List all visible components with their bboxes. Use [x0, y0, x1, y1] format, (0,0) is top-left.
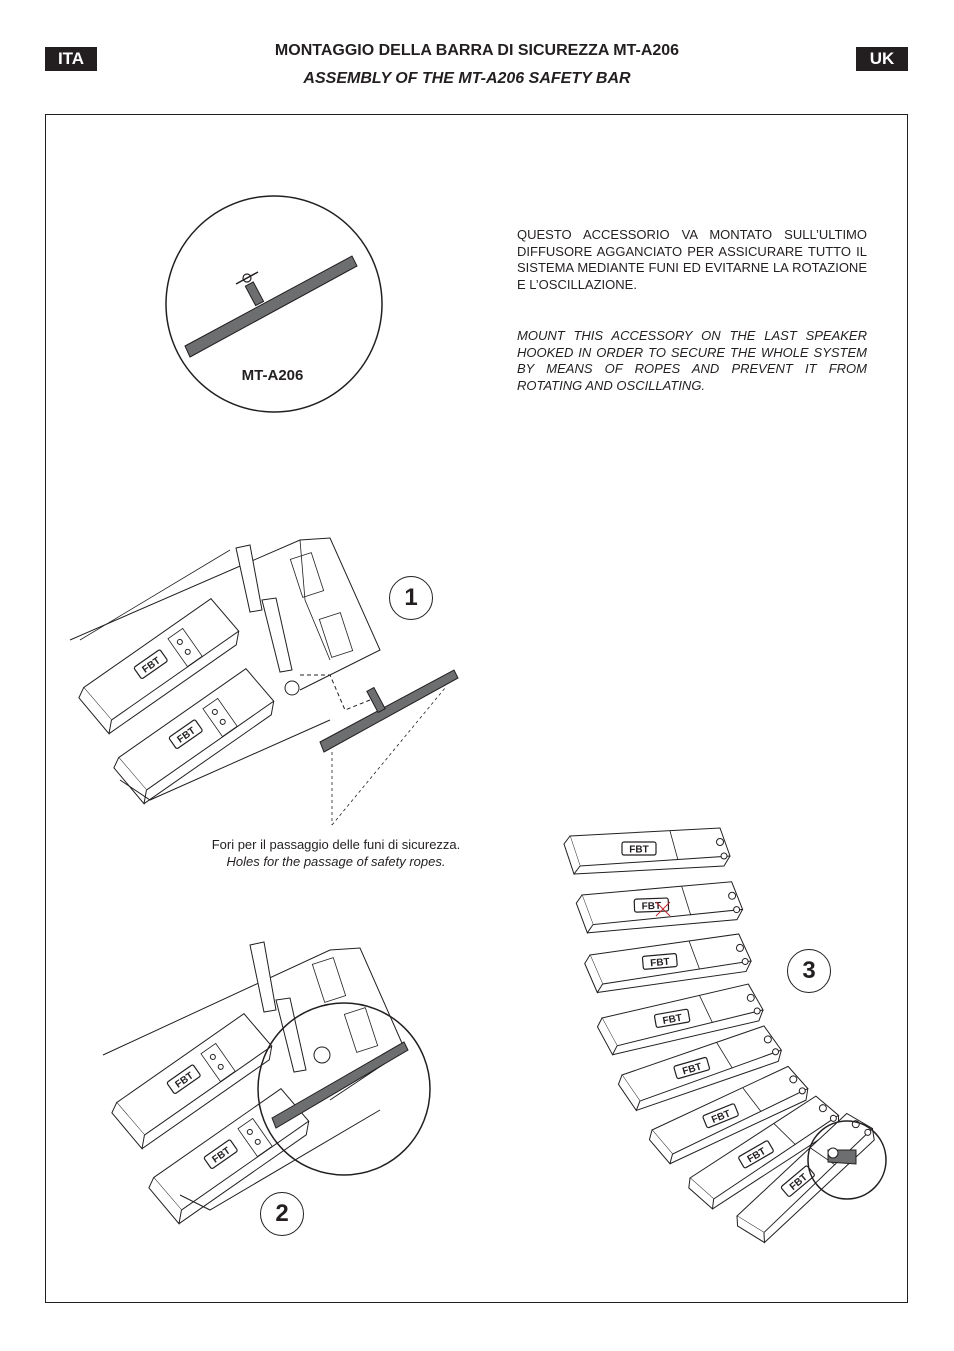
- step-number-1: 1: [389, 576, 433, 620]
- step-number-2: 2: [260, 1192, 304, 1236]
- caption-italian: Fori per il passaggio delle funi di sicurezza.: [211, 837, 461, 852]
- step-number-3: 3: [787, 949, 831, 993]
- model-label: MT-A206: [241, 367, 304, 384]
- language-badge-uk: UK: [856, 47, 908, 71]
- instruction-italian: QUESTO ACCESSORIO VA MONTATO SULL’ULTIMO DIFFUSORE AGGANCIATO PER ASSICURARE TUTTO IL SISTEMA MEDIANTE FUNI ED EVITARNE LA ROTAZIONE E L’OSCILLAZIONE.: [517, 227, 867, 292]
- language-badge-ita: ITA: [45, 47, 97, 71]
- page-title-english: ASSEMBLY OF THE MT-A206 SAFETY BAR: [303, 70, 631, 87]
- instruction-english: MOUNT THIS ACCESSORY ON THE LAST SPEAKER HOOKED IN ORDER TO SECURE THE WHOLE SYSTEM BY MEANS OF ROPES AND PREVENT IT FROM ROTATING AND OSCILLATING.: [517, 328, 867, 393]
- assembly-illustration: FBT FBT: [0, 0, 954, 1351]
- caption-english: Holes for the passage of safety ropes.: [226, 854, 446, 869]
- page-title-italian: MONTAGGIO DELLA BARRA DI SICUREZZA MT-A206: [274, 42, 680, 59]
